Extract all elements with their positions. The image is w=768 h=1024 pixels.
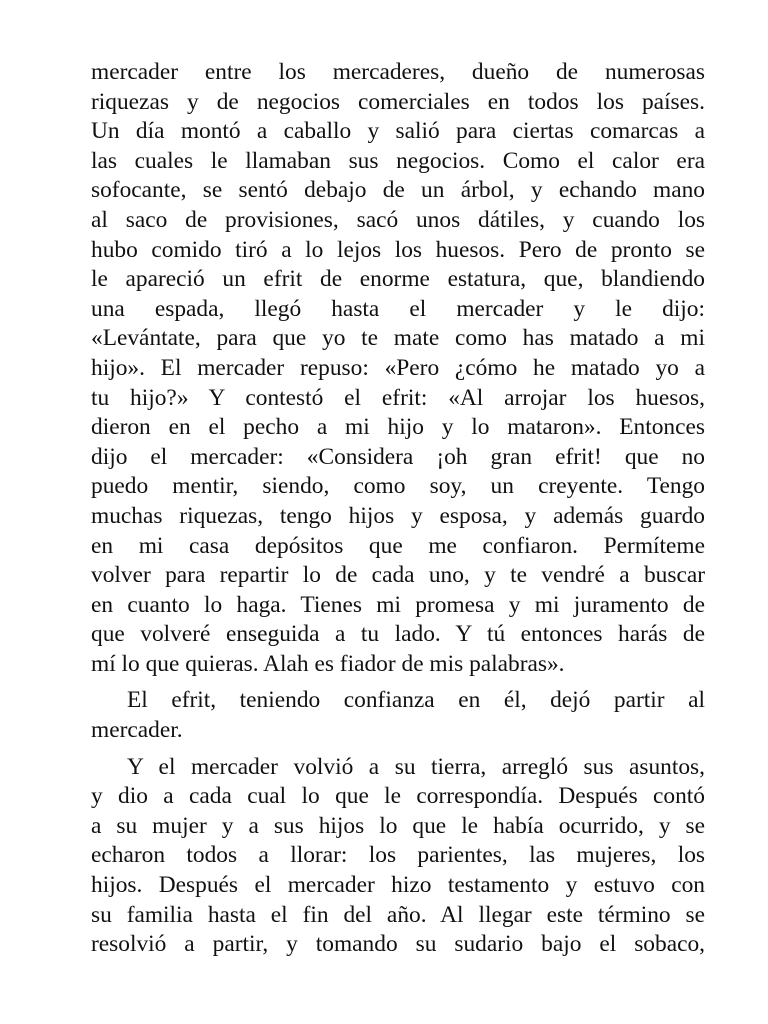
text-line: en mi casa depósitos que me confiaron. Permíteme [91,532,705,559]
text-line: en cuanto lo haga. Tienes mi promesa y mi juramento de [91,591,705,618]
text-line: volver para repartir lo de cada uno, y te vendré a buscar [91,562,705,589]
paragraph-1 [91,58,705,679]
text-line: una espada, llegó hasta el mercader y le dijo: [91,295,705,322]
paragraph-2 [91,686,705,745]
text-line: al saco de provisiones, sacó unos dátiles, y cuando los [91,206,705,233]
text-line: «Levántate, para que yo te mate como has matado a mi [91,325,705,352]
text-line: resolvió a partir, y tomando su sudario bajo el sobaco, [91,931,705,958]
text-line: sofocante, se sentó debajo de un árbol, y echando mano [91,177,705,204]
text-line: Un día montó a caballo y salió para ciertas comarcas a [91,118,705,145]
text-line: hijos. Después el mercader hizo testamento y estuvo con [91,872,705,899]
text-line: que volveré enseguida a tu lado. Y tú entonces harás de [91,621,705,648]
text-line: hijo». El mercader repuso: «Pero ¿cómo he matado yo a [91,354,705,381]
text-line: mí lo que quieras. Alah es fiador de mis palabras». [91,650,565,677]
text-line: riquezas y de negocios comerciales en todos los países. [91,88,705,115]
text-line: dijo el mercader: «Considera ¡oh gran efrit! que no [91,443,705,470]
paragraph-3 [91,753,705,960]
text-line: hubo comido tiró a lo lejos los huesos. Pero de pronto se [91,236,705,263]
text-line: y dio a cada cual lo que le correspondía. Después contó [91,783,705,810]
text-line: a su mujer y a sus hijos lo que le había ocurrido, y se [91,812,705,839]
page-body [91,58,705,960]
text-line: echaron todos a llorar: los parientes, las mujeres, los [91,842,705,869]
text-line: le apareció un efrit de enorme estatura, que, blandiendo [91,266,705,293]
text-line: puedo mentir, siendo, como soy, un creyente. Tengo [91,473,705,500]
text-line: dieron en el pecho a mi hijo y lo mataron». Entonces [91,414,705,441]
text-line: El efrit, teniendo confianza en él, dejó partir al [127,687,705,714]
text-line: mercader entre los mercaderes, dueño de numerosas [91,59,705,85]
text-line: mercader. [91,717,183,744]
text-line: las cuales le llamaban sus negocios. Como el calor era [91,147,705,174]
text-line: muchas riquezas, tengo hijos y esposa, y además guardo [91,502,705,529]
text-line: Y el mercader volvió a su tierra, arregló sus asuntos, [127,753,705,780]
text-line: su familia hasta el fin del año. Al llegar este término se [91,901,705,928]
text-line: tu hijo?» Y contestó el efrit: «Al arrojar los huesos, [91,384,705,411]
